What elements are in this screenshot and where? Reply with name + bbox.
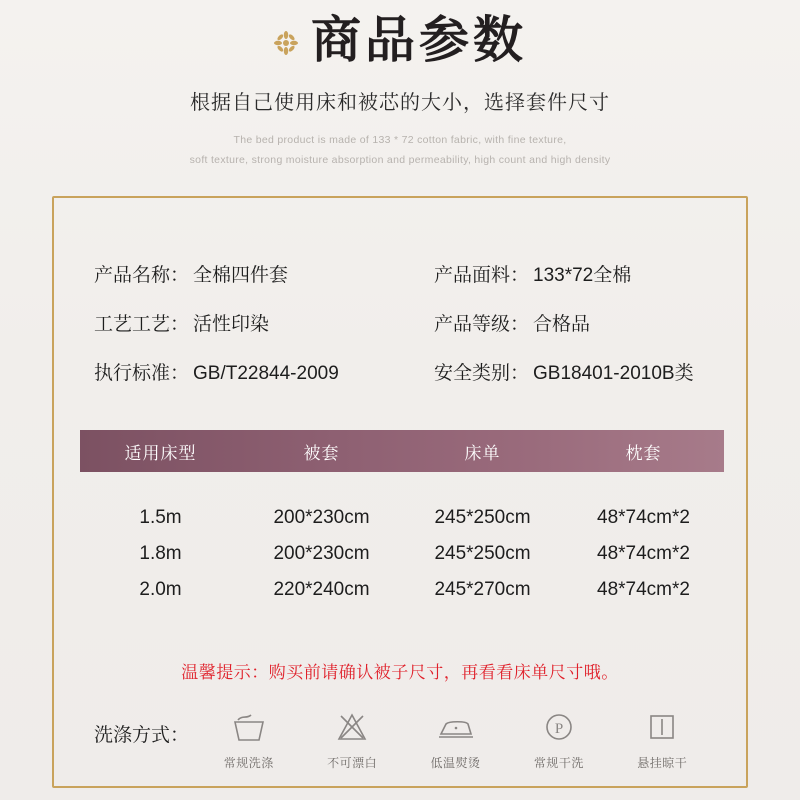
spec-grid: [94, 260, 714, 385]
spec-grade-label: 产品等级：: [434, 314, 530, 335]
size-table-header-pillowcase: 枕套: [625, 443, 662, 463]
spec-standard: [94, 358, 434, 385]
english-line-1: The bed product is made of 133 * 72 cotton fabric, with fine texture,: [233, 134, 567, 146]
spec-fabric-label: 产品面料：: [434, 265, 530, 286]
wash-care-items: [197, 706, 714, 771]
warning-text: 温馨提示：购买前请确认被子尺寸，再看看床单尺寸哦。: [181, 663, 619, 682]
spec-standard-value: GB/T22844-2009: [193, 363, 339, 384]
wash-care-label: 悬挂晾干: [637, 756, 688, 770]
spec-safety-value: GB18401-2010B类: [533, 363, 694, 384]
low-iron-icon: [435, 706, 477, 748]
no-bleach-triangle-icon: [332, 706, 372, 748]
wash-care-item-normal-wash: [206, 706, 292, 771]
size-table-header-row: [80, 430, 724, 472]
svg-text:P: P: [554, 721, 564, 737]
size-table-body: [80, 472, 724, 608]
flower-icon: [273, 30, 299, 56]
spec-fabric: [434, 260, 714, 287]
wash-tub-icon: [229, 706, 269, 748]
line-dry-icon: [642, 706, 682, 748]
size-table-header-bedtype: 适用床型: [124, 443, 197, 463]
cell-pillowcase: 48*74cm*2: [597, 507, 690, 528]
wash-care-label: 常规干洗: [533, 756, 584, 770]
wash-care-item-line-dry: [619, 706, 705, 771]
cell-bedtype: 2.0m: [139, 579, 182, 600]
cell-duvetcover: 200*230cm: [273, 507, 370, 528]
table-row: [80, 572, 724, 608]
size-table-header-duvetcover: 被套: [303, 443, 340, 463]
cell-pillowcase: 48*74cm*2: [597, 543, 690, 564]
spec-standard-label: 执行标准：: [94, 363, 190, 384]
page-subtitle: 根据自己使用床和被芯的大小，选择套件尺寸: [190, 92, 610, 114]
spec-product-name-value: 全棉四件套: [193, 265, 289, 286]
size-table: [80, 430, 724, 608]
wash-care-section: [94, 706, 714, 771]
cell-bedtype: 1.5m: [139, 507, 182, 528]
size-table-header-bedsheet: 床单: [464, 443, 501, 463]
wash-care-item-no-bleach: [309, 706, 395, 771]
title-row: [0, 10, 800, 70]
page-header: [0, 0, 800, 171]
wash-care-title: 洗涤方式: [94, 725, 171, 746]
spec-grade: [434, 309, 714, 336]
cell-duvetcover: 200*230cm: [273, 543, 370, 564]
cell-bedsheet: 245*270cm: [434, 579, 531, 600]
spec-safety-label: 安全类别：: [434, 363, 530, 384]
wash-care-item-dry-clean: [516, 706, 602, 771]
spec-craft-label: 工艺工艺：: [94, 314, 190, 335]
table-row: [80, 500, 724, 536]
spec-fabric-value: 133*72全棉: [533, 265, 632, 286]
page-title: 商品参数: [311, 10, 527, 69]
cell-duvetcover: 220*240cm: [273, 579, 370, 600]
cell-bedsheet: 245*250cm: [434, 507, 531, 528]
spec-grade-value: 合格品: [533, 314, 591, 335]
wash-care-colon: ：: [170, 725, 190, 746]
wash-care-label: 低温熨烫: [430, 756, 481, 770]
cell-bedsheet: 245*250cm: [434, 543, 531, 564]
spec-card: [52, 196, 748, 788]
wash-care-label: 常规洗涤: [223, 756, 274, 770]
english-line-2: soft texture, strong moisture absorption and permeability, high count and high density: [189, 153, 611, 166]
spec-craft-value: 活性印染: [193, 314, 270, 335]
spec-product-name: [94, 260, 434, 287]
wash-care-item-low-iron: [413, 706, 499, 771]
dry-clean-p-icon: [539, 706, 579, 748]
cell-bedtype: 1.8m: [139, 543, 182, 564]
wash-care-label: 不可漂白: [327, 756, 378, 770]
table-row: [80, 536, 724, 572]
english-description: [0, 131, 800, 171]
spec-craft: [94, 309, 434, 336]
spec-product-name-label: 产品名称：: [94, 265, 190, 286]
cell-pillowcase: 48*74cm*2: [597, 579, 690, 600]
spec-safety: [434, 358, 714, 385]
